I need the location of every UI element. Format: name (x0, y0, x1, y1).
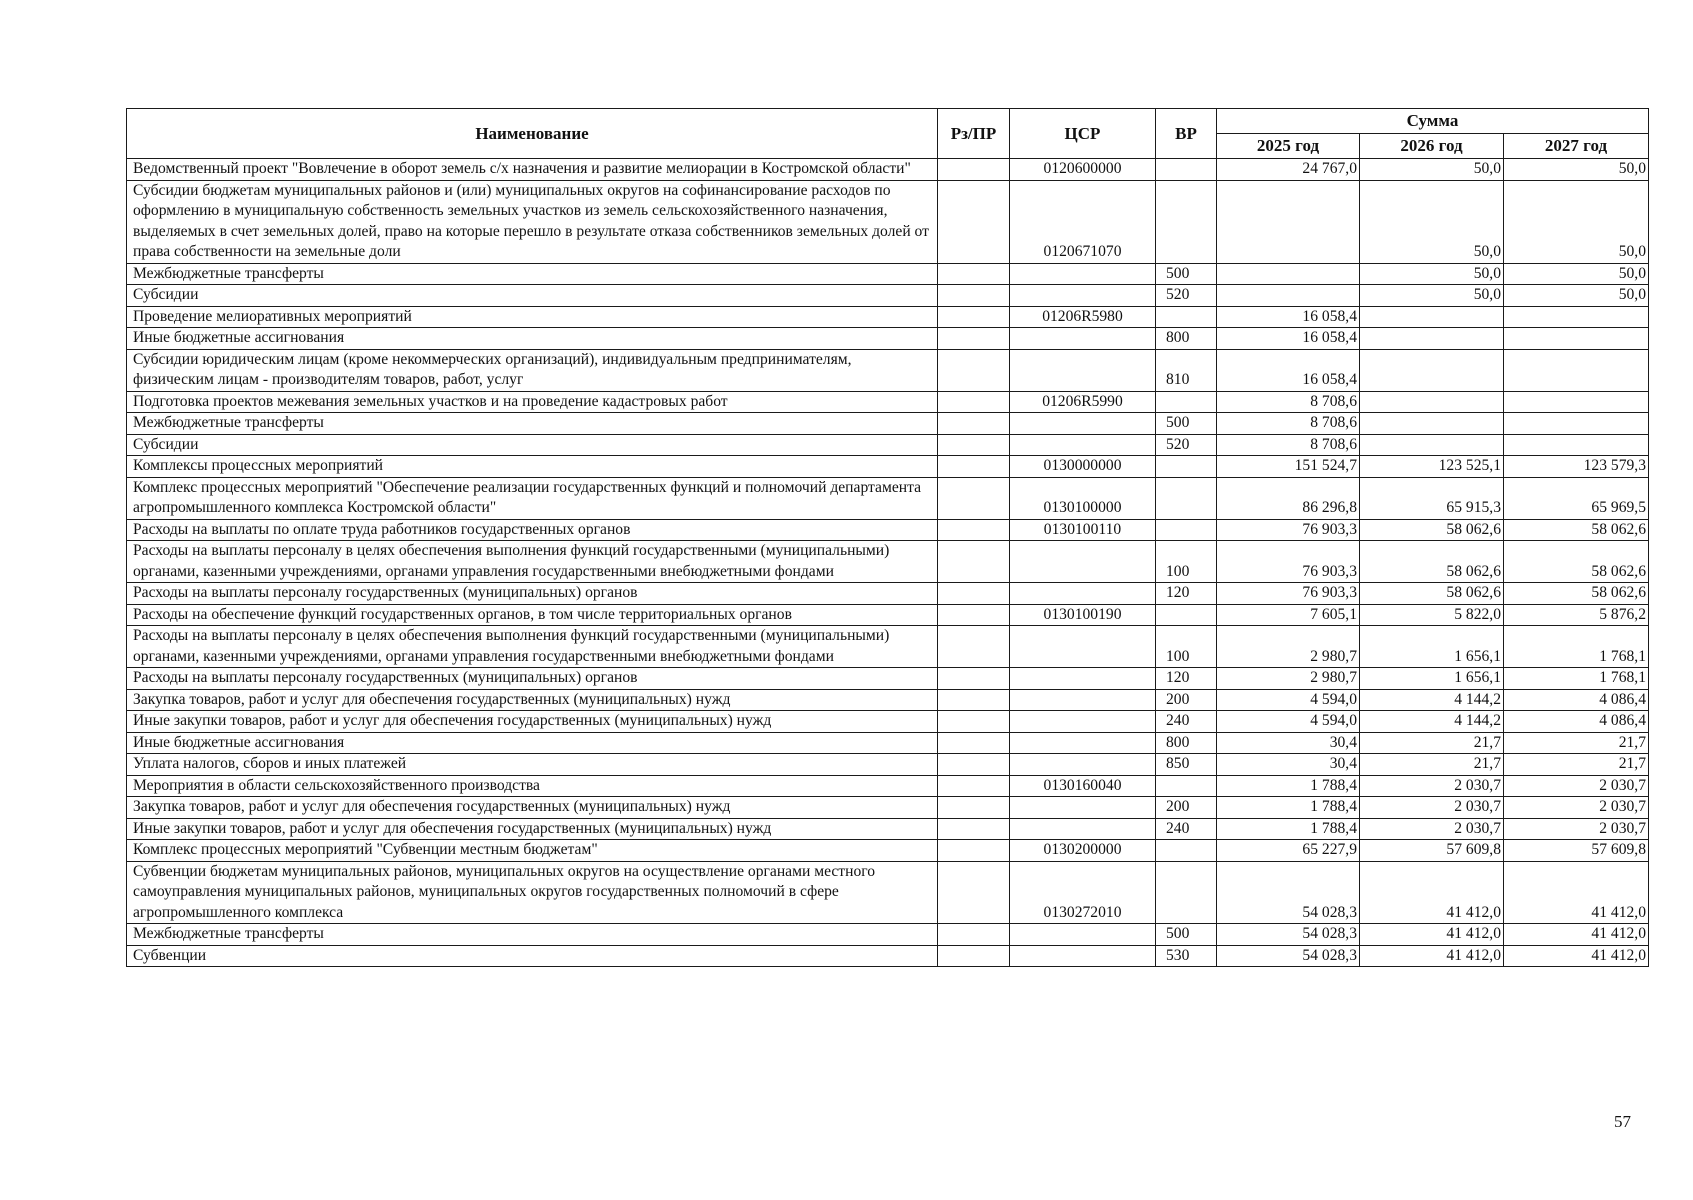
table-row (127, 328, 1649, 350)
cell-2026: 2 030,7 (1360, 775, 1504, 797)
cell-rzpr (938, 732, 1010, 754)
cell-2027: 65 969,5 (1504, 477, 1649, 519)
cell-2025: 4 594,0 (1217, 711, 1360, 733)
cell-2026 (1360, 349, 1504, 391)
cell-2025: 1 788,4 (1217, 775, 1360, 797)
table-row (127, 945, 1649, 967)
cell-csr (1010, 945, 1156, 967)
cell-2026: 50,0 (1360, 285, 1504, 307)
cell-vr (1156, 840, 1217, 862)
cell-2025: 54 028,3 (1217, 924, 1360, 946)
cell-csr (1010, 328, 1156, 350)
table-row (127, 861, 1649, 924)
header-rzpr: Рз/ПР (938, 109, 1010, 159)
cell-2027: 41 412,0 (1504, 861, 1649, 924)
cell-rzpr (938, 689, 1010, 711)
cell-csr (1010, 541, 1156, 583)
cell-2025: 16 058,4 (1217, 306, 1360, 328)
cell-rzpr (938, 754, 1010, 776)
cell-vr (1156, 456, 1217, 478)
cell-2025: 1 788,4 (1217, 818, 1360, 840)
cell-2025: 151 524,7 (1217, 456, 1360, 478)
cell-2027: 50,0 (1504, 159, 1649, 181)
cell-vr (1156, 180, 1217, 263)
cell-csr (1010, 797, 1156, 819)
cell-2026: 50,0 (1360, 180, 1504, 263)
cell-rzpr (938, 519, 1010, 541)
cell-name: Закупка товаров, работ и услуг для обеспечения государственных (муниципальных) нужд (127, 689, 938, 711)
cell-rzpr (938, 583, 1010, 605)
cell-2026: 58 062,6 (1360, 583, 1504, 605)
table-row (127, 477, 1649, 519)
cell-2027: 123 579,3 (1504, 456, 1649, 478)
cell-csr (1010, 285, 1156, 307)
cell-vr: 800 (1156, 732, 1217, 754)
table-row (127, 541, 1649, 583)
cell-2027: 50,0 (1504, 180, 1649, 263)
cell-2026 (1360, 306, 1504, 328)
header-csr: ЦСР (1010, 109, 1156, 159)
table-row (127, 391, 1649, 413)
cell-2025: 76 903,3 (1217, 541, 1360, 583)
cell-2026: 65 915,3 (1360, 477, 1504, 519)
header-year-2026: 2026 год (1360, 134, 1504, 159)
cell-2026: 1 656,1 (1360, 668, 1504, 690)
cell-2025: 76 903,3 (1217, 519, 1360, 541)
table-row (127, 818, 1649, 840)
cell-2025: 16 058,4 (1217, 349, 1360, 391)
cell-csr (1010, 626, 1156, 668)
table-row (127, 159, 1649, 181)
cell-vr: 800 (1156, 328, 1217, 350)
cell-vr: 520 (1156, 434, 1217, 456)
table-row (127, 519, 1649, 541)
cell-name: Субсидии (127, 285, 938, 307)
cell-2026: 41 412,0 (1360, 945, 1504, 967)
cell-rzpr (938, 945, 1010, 967)
table-row (127, 349, 1649, 391)
cell-vr: 500 (1156, 263, 1217, 285)
cell-2027: 58 062,6 (1504, 519, 1649, 541)
cell-csr (1010, 924, 1156, 946)
cell-2027: 4 086,4 (1504, 689, 1649, 711)
table-row (127, 413, 1649, 435)
cell-2025: 54 028,3 (1217, 945, 1360, 967)
cell-name: Субсидии юридическим лицам (кроме некоммерческих организаций), индивидуальным предпринимателям, физическим лицам - производителям товаров, работ, услуг (127, 349, 938, 391)
cell-rzpr (938, 413, 1010, 435)
table-row (127, 285, 1649, 307)
cell-csr: 0120600000 (1010, 159, 1156, 181)
cell-2026: 4 144,2 (1360, 711, 1504, 733)
table-row (127, 306, 1649, 328)
cell-csr (1010, 754, 1156, 776)
cell-2026: 50,0 (1360, 159, 1504, 181)
cell-rzpr (938, 818, 1010, 840)
cell-2027: 50,0 (1504, 285, 1649, 307)
cell-vr: 500 (1156, 924, 1217, 946)
cell-name: Уплата налогов, сборов и иных платежей (127, 754, 938, 776)
table-row (127, 668, 1649, 690)
cell-2025: 30,4 (1217, 754, 1360, 776)
cell-2026: 58 062,6 (1360, 519, 1504, 541)
cell-vr (1156, 604, 1217, 626)
cell-2026 (1360, 328, 1504, 350)
budget-table (126, 108, 1649, 967)
cell-name: Закупка товаров, работ и услуг для обеспечения государственных (муниципальных) нужд (127, 797, 938, 819)
cell-2026: 4 144,2 (1360, 689, 1504, 711)
cell-rzpr (938, 626, 1010, 668)
cell-vr: 120 (1156, 583, 1217, 605)
table-row (127, 434, 1649, 456)
cell-name: Субсидии (127, 434, 938, 456)
cell-vr: 520 (1156, 285, 1217, 307)
cell-csr: 01206R5990 (1010, 391, 1156, 413)
header-sum: Сумма (1217, 109, 1649, 134)
cell-rzpr (938, 797, 1010, 819)
cell-csr: 0130160040 (1010, 775, 1156, 797)
cell-name: Иные бюджетные ассигнования (127, 328, 938, 350)
page-number: 57 (1614, 1112, 1631, 1131)
cell-2027: 2 030,7 (1504, 775, 1649, 797)
cell-rzpr (938, 328, 1010, 350)
cell-rzpr (938, 456, 1010, 478)
cell-name: Комплекс процессных мероприятий "Субвенции местным бюджетам" (127, 840, 938, 862)
cell-csr: 0130200000 (1010, 840, 1156, 862)
cell-vr: 200 (1156, 689, 1217, 711)
cell-2026: 58 062,6 (1360, 541, 1504, 583)
table-row (127, 583, 1649, 605)
cell-name: Иные закупки товаров, работ и услуг для обеспечения государственных (муниципальных) нужд (127, 711, 938, 733)
cell-2027 (1504, 306, 1649, 328)
cell-csr (1010, 689, 1156, 711)
cell-csr (1010, 668, 1156, 690)
cell-2025: 7 605,1 (1217, 604, 1360, 626)
cell-vr: 100 (1156, 541, 1217, 583)
cell-vr (1156, 391, 1217, 413)
cell-2026 (1360, 413, 1504, 435)
cell-2027 (1504, 413, 1649, 435)
cell-name: Расходы на выплаты по оплате труда работников государственных органов (127, 519, 938, 541)
cell-2027 (1504, 328, 1649, 350)
cell-2025: 1 788,4 (1217, 797, 1360, 819)
cell-rzpr (938, 159, 1010, 181)
cell-2025: 2 980,7 (1217, 626, 1360, 668)
cell-name: Межбюджетные трансферты (127, 263, 938, 285)
cell-rzpr (938, 840, 1010, 862)
cell-2026: 57 609,8 (1360, 840, 1504, 862)
table-row (127, 180, 1649, 263)
cell-rzpr (938, 285, 1010, 307)
cell-vr: 120 (1156, 668, 1217, 690)
cell-rzpr (938, 349, 1010, 391)
cell-2025 (1217, 180, 1360, 263)
cell-csr: 0130100110 (1010, 519, 1156, 541)
cell-rzpr (938, 861, 1010, 924)
cell-2025: 24 767,0 (1217, 159, 1360, 181)
cell-name: Межбюджетные трансферты (127, 924, 938, 946)
table-row (127, 626, 1649, 668)
cell-vr: 810 (1156, 349, 1217, 391)
cell-2026: 50,0 (1360, 263, 1504, 285)
cell-2027: 57 609,8 (1504, 840, 1649, 862)
cell-2027: 41 412,0 (1504, 924, 1649, 946)
cell-2025: 8 708,6 (1217, 391, 1360, 413)
cell-rzpr (938, 306, 1010, 328)
cell-name: Расходы на выплаты персоналу государственных (муниципальных) органов (127, 583, 938, 605)
cell-2025: 86 296,8 (1217, 477, 1360, 519)
cell-name: Расходы на выплаты персоналу государственных (муниципальных) органов (127, 668, 938, 690)
cell-vr (1156, 775, 1217, 797)
cell-vr: 850 (1156, 754, 1217, 776)
table-row (127, 754, 1649, 776)
cell-csr (1010, 711, 1156, 733)
cell-csr (1010, 434, 1156, 456)
cell-2025: 16 058,4 (1217, 328, 1360, 350)
cell-2025 (1217, 263, 1360, 285)
cell-2025: 76 903,3 (1217, 583, 1360, 605)
cell-name: Комплекс процессных мероприятий "Обеспечение реализации государственных функций и полномочий департамента агропромышленного комплекса Костромской области" (127, 477, 938, 519)
cell-2027: 58 062,6 (1504, 583, 1649, 605)
table-row (127, 689, 1649, 711)
cell-rzpr (938, 434, 1010, 456)
cell-name: Проведение мелиоративных мероприятий (127, 306, 938, 328)
cell-name: Ведомственный проект "Вовлечение в оборот земель с/х назначения и развитие мелиорации в Костромской области" (127, 159, 938, 181)
table-body (127, 159, 1649, 967)
cell-vr: 530 (1156, 945, 1217, 967)
header-vr: ВР (1156, 109, 1217, 159)
header-name: Наименование (127, 109, 938, 159)
cell-name: Расходы на выплаты персоналу в целях обеспечения выполнения функций государственными (муниципальными) органами, казенными учреждениями, органами управления государственными внебюджетными фондами (127, 626, 938, 668)
table-header (127, 109, 1649, 159)
cell-csr (1010, 732, 1156, 754)
cell-2026: 2 030,7 (1360, 797, 1504, 819)
cell-2025: 8 708,6 (1217, 434, 1360, 456)
table-row (127, 924, 1649, 946)
cell-name: Субвенции бюджетам муниципальных районов, муниципальных округов на осуществление органами местного самоуправления муниципальных районов, муниципальных округов государственных полномочий в сфере агропромышленного комплекса (127, 861, 938, 924)
cell-name: Субвенции (127, 945, 938, 967)
cell-csr: 0130100190 (1010, 604, 1156, 626)
cell-csr (1010, 349, 1156, 391)
cell-vr: 100 (1156, 626, 1217, 668)
cell-vr (1156, 159, 1217, 181)
cell-name: Мероприятия в области сельскохозяйственного производства (127, 775, 938, 797)
cell-csr (1010, 263, 1156, 285)
cell-name: Иные бюджетные ассигнования (127, 732, 938, 754)
cell-csr (1010, 413, 1156, 435)
cell-2025: 2 980,7 (1217, 668, 1360, 690)
cell-2027: 4 086,4 (1504, 711, 1649, 733)
table-row (127, 840, 1649, 862)
cell-rzpr (938, 711, 1010, 733)
cell-vr (1156, 306, 1217, 328)
cell-2027: 2 030,7 (1504, 818, 1649, 840)
cell-rzpr (938, 263, 1010, 285)
cell-vr (1156, 861, 1217, 924)
cell-name: Расходы на выплаты персоналу в целях обеспечения выполнения функций государственными (муниципальными) органами, казенными учреждениями, органами управления государственными внебюджетными фондами (127, 541, 938, 583)
cell-2027: 1 768,1 (1504, 668, 1649, 690)
cell-vr (1156, 477, 1217, 519)
header-year-2027: 2027 год (1504, 134, 1649, 159)
cell-vr: 240 (1156, 818, 1217, 840)
cell-2027: 58 062,6 (1504, 541, 1649, 583)
cell-rzpr (938, 924, 1010, 946)
cell-csr (1010, 583, 1156, 605)
cell-2025: 30,4 (1217, 732, 1360, 754)
cell-2026: 41 412,0 (1360, 861, 1504, 924)
cell-csr: 01206R5980 (1010, 306, 1156, 328)
cell-2025: 65 227,9 (1217, 840, 1360, 862)
cell-csr: 0120671070 (1010, 180, 1156, 263)
cell-2025 (1217, 285, 1360, 307)
cell-2027: 21,7 (1504, 732, 1649, 754)
cell-2026 (1360, 391, 1504, 413)
cell-rzpr (938, 477, 1010, 519)
cell-2027: 50,0 (1504, 263, 1649, 285)
cell-vr: 240 (1156, 711, 1217, 733)
cell-2026: 21,7 (1360, 732, 1504, 754)
cell-2027: 5 876,2 (1504, 604, 1649, 626)
cell-2026: 5 822,0 (1360, 604, 1504, 626)
cell-2026 (1360, 434, 1504, 456)
cell-csr: 0130000000 (1010, 456, 1156, 478)
cell-2026: 123 525,1 (1360, 456, 1504, 478)
cell-name: Расходы на обеспечение функций государственных органов, в том числе территориальных органов (127, 604, 938, 626)
header-year-2025: 2025 год (1217, 134, 1360, 159)
cell-rzpr (938, 604, 1010, 626)
cell-name: Субсидии бюджетам муниципальных районов и (или) муниципальных округов на софинансирование расходов по оформлению в муниципальную собственность земельных участков из земель сельскохозяйственного назначения, выделяемых в счет земельных долей, право на которые перешло в результате отказа собственников земельных долей от права собственности на земельные доли (127, 180, 938, 263)
cell-2025: 54 028,3 (1217, 861, 1360, 924)
table-row (127, 797, 1649, 819)
cell-name: Межбюджетные трансферты (127, 413, 938, 435)
table-row (127, 775, 1649, 797)
cell-2025: 4 594,0 (1217, 689, 1360, 711)
cell-name: Иные закупки товаров, работ и услуг для обеспечения государственных (муниципальных) нужд (127, 818, 938, 840)
cell-csr: 0130100000 (1010, 477, 1156, 519)
table-row (127, 456, 1649, 478)
cell-2027: 41 412,0 (1504, 945, 1649, 967)
cell-vr (1156, 519, 1217, 541)
table-row (127, 604, 1649, 626)
table-row (127, 263, 1649, 285)
cell-rzpr (938, 668, 1010, 690)
cell-name: Комплексы процессных мероприятий (127, 456, 938, 478)
cell-rzpr (938, 541, 1010, 583)
cell-csr (1010, 818, 1156, 840)
cell-csr: 0130272010 (1010, 861, 1156, 924)
cell-2027: 21,7 (1504, 754, 1649, 776)
cell-2026: 2 030,7 (1360, 818, 1504, 840)
cell-2026: 21,7 (1360, 754, 1504, 776)
cell-2027: 2 030,7 (1504, 797, 1649, 819)
table-row (127, 732, 1649, 754)
cell-name: Подготовка проектов межевания земельных участков и на проведение кадастровых работ (127, 391, 938, 413)
cell-2026: 41 412,0 (1360, 924, 1504, 946)
cell-2027: 1 768,1 (1504, 626, 1649, 668)
cell-2027 (1504, 434, 1649, 456)
table-row (127, 711, 1649, 733)
cell-rzpr (938, 180, 1010, 263)
cell-2026: 1 656,1 (1360, 626, 1504, 668)
cell-rzpr (938, 775, 1010, 797)
cell-vr: 200 (1156, 797, 1217, 819)
cell-2027 (1504, 391, 1649, 413)
cell-vr: 500 (1156, 413, 1217, 435)
cell-rzpr (938, 391, 1010, 413)
cell-2027 (1504, 349, 1649, 391)
cell-2025: 8 708,6 (1217, 413, 1360, 435)
